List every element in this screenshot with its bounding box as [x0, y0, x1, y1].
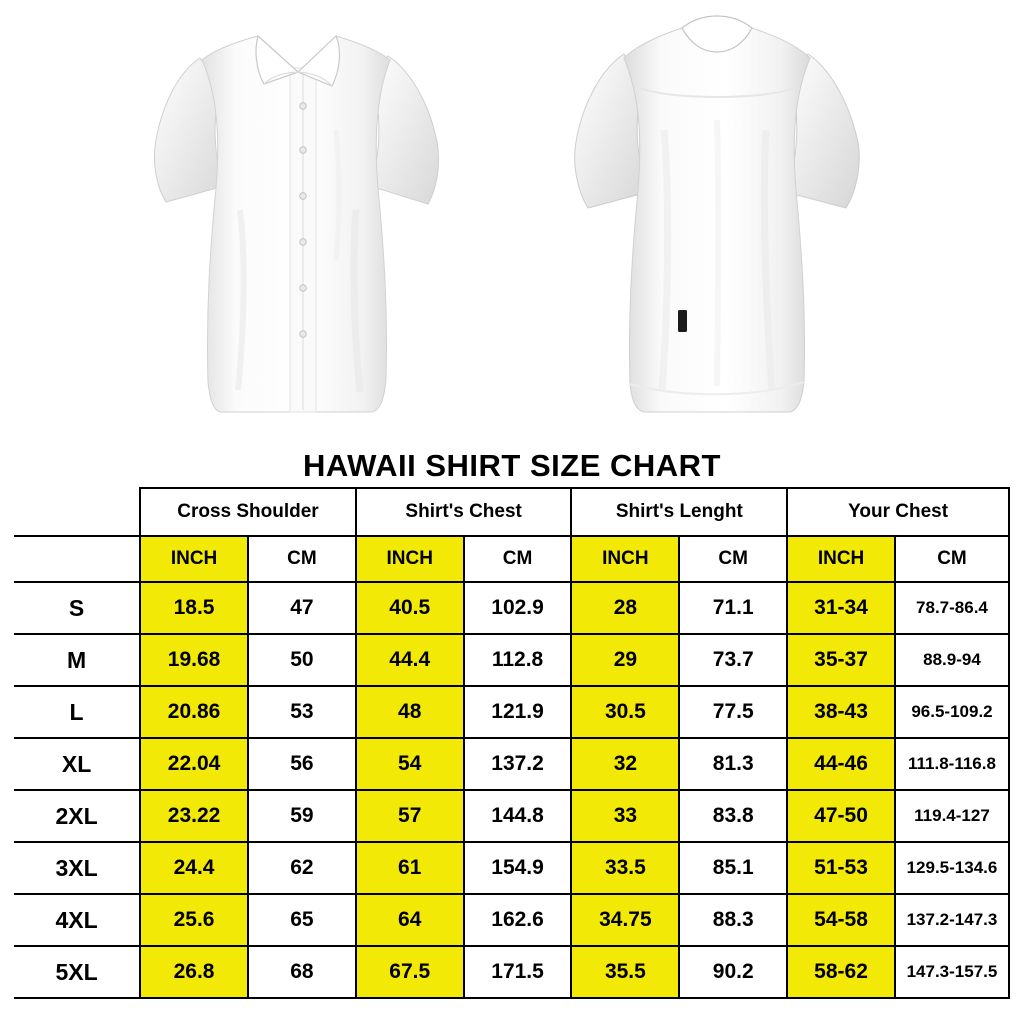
- cell-your-chest-inch: 54-58: [787, 894, 895, 946]
- white-hawaii-shirt-back-view: [560, 10, 890, 430]
- cell-shirts-lenght-cm: 90.2: [679, 946, 787, 998]
- size-chart-table: [14, 487, 1010, 999]
- cell-cross-shoulder-inch: 19.68: [140, 634, 248, 686]
- cell-shirts-lenght-inch: 28: [571, 582, 679, 634]
- size-chart-table-wrap: [14, 487, 1010, 999]
- row-size-label: 5XL: [14, 946, 140, 998]
- cell-shirts-chest-inch: 40.5: [356, 582, 464, 634]
- cell-shirts-lenght-inch: 30.5: [571, 686, 679, 738]
- table-unit-header-row: [14, 536, 1009, 582]
- cell-cross-shoulder-cm: 50: [248, 634, 356, 686]
- cell-shirts-lenght-inch: 35.5: [571, 946, 679, 998]
- cell-your-chest-inch: 31-34: [787, 582, 895, 634]
- cell-shirts-chest-inch: 54: [356, 738, 464, 790]
- table-row: [14, 790, 1009, 842]
- cell-your-chest-cm: 78.7-86.4: [895, 582, 1009, 634]
- cell-your-chest-inch: 51-53: [787, 842, 895, 894]
- cell-shirts-lenght-cm: 83.8: [679, 790, 787, 842]
- unit-shirts-chest-inch: INCH: [356, 536, 464, 582]
- cell-shirts-chest-cm: 154.9: [464, 842, 572, 894]
- table-row: [14, 894, 1009, 946]
- cell-cross-shoulder-cm: 53: [248, 686, 356, 738]
- cell-cross-shoulder-inch: 24.4: [140, 842, 248, 894]
- cell-shirts-lenght-inch: 29: [571, 634, 679, 686]
- unit-your-chest-cm: CM: [895, 536, 1009, 582]
- cell-cross-shoulder-inch: 23.22: [140, 790, 248, 842]
- cell-your-chest-inch: 38-43: [787, 686, 895, 738]
- cell-shirts-lenght-cm: 73.7: [679, 634, 787, 686]
- unit-your-chest-inch: INCH: [787, 536, 895, 582]
- cell-cross-shoulder-inch: 25.6: [140, 894, 248, 946]
- page-title: HAWAII SHIRT SIZE CHART: [303, 448, 721, 483]
- row-size-label: 2XL: [14, 790, 140, 842]
- cell-your-chest-inch: 47-50: [787, 790, 895, 842]
- cell-your-chest-inch: 44-46: [787, 738, 895, 790]
- cell-cross-shoulder-cm: 68: [248, 946, 356, 998]
- cell-cross-shoulder-cm: 62: [248, 842, 356, 894]
- group-header-shirts-chest: Shirt's Chest: [356, 488, 572, 536]
- cell-your-chest-inch: 58-62: [787, 946, 895, 998]
- table-row: [14, 686, 1009, 738]
- cell-your-chest-cm: 96.5-109.2: [895, 686, 1009, 738]
- cell-shirts-lenght-cm: 77.5: [679, 686, 787, 738]
- unit-corner-cell: [14, 536, 140, 582]
- cell-shirts-chest-cm: 112.8: [464, 634, 572, 686]
- cell-shirts-chest-cm: 102.9: [464, 582, 572, 634]
- unit-cross-shoulder-cm: CM: [248, 536, 356, 582]
- cell-your-chest-cm: 147.3-157.5: [895, 946, 1009, 998]
- cell-shirts-chest-cm: 144.8: [464, 790, 572, 842]
- row-size-label: 4XL: [14, 894, 140, 946]
- group-header-your-chest: Your Chest: [787, 488, 1009, 536]
- cell-your-chest-cm: 111.8-116.8: [895, 738, 1009, 790]
- cell-your-chest-inch: 35-37: [787, 634, 895, 686]
- cell-shirts-chest-cm: 162.6: [464, 894, 572, 946]
- table-row: [14, 738, 1009, 790]
- shirt-images: [0, 0, 1024, 448]
- cell-your-chest-cm: 88.9-94: [895, 634, 1009, 686]
- cell-shirts-chest-inch: 67.5: [356, 946, 464, 998]
- cell-cross-shoulder-cm: 56: [248, 738, 356, 790]
- cell-shirts-chest-cm: 171.5: [464, 946, 572, 998]
- cell-shirts-lenght-inch: 34.75: [571, 894, 679, 946]
- cell-cross-shoulder-inch: 26.8: [140, 946, 248, 998]
- cell-shirts-lenght-inch: 33.5: [571, 842, 679, 894]
- cell-cross-shoulder-inch: 18.5: [140, 582, 248, 634]
- cell-shirts-lenght-inch: 32: [571, 738, 679, 790]
- cell-shirts-chest-inch: 44.4: [356, 634, 464, 686]
- cell-your-chest-cm: 129.5-134.6: [895, 842, 1009, 894]
- group-header-shirts-lenght: Shirt's Lenght: [571, 488, 787, 536]
- unit-shirts-chest-cm: CM: [464, 536, 572, 582]
- cell-shirts-lenght-cm: 85.1: [679, 842, 787, 894]
- cell-cross-shoulder-inch: 22.04: [140, 738, 248, 790]
- cell-shirts-lenght-cm: 71.1: [679, 582, 787, 634]
- cell-your-chest-cm: 137.2-147.3: [895, 894, 1009, 946]
- cell-shirts-chest-inch: 61: [356, 842, 464, 894]
- group-header-cross-shoulder: Cross Shoulder: [140, 488, 356, 536]
- white-hawaii-shirt-front-view: [140, 10, 470, 430]
- cell-shirts-lenght-cm: 81.3: [679, 738, 787, 790]
- cell-shirts-chest-cm: 137.2: [464, 738, 572, 790]
- cell-shirts-chest-inch: 48: [356, 686, 464, 738]
- cell-cross-shoulder-inch: 20.86: [140, 686, 248, 738]
- table-row: [14, 582, 1009, 634]
- table-corner-cell: [14, 488, 140, 536]
- cell-shirts-chest-inch: 57: [356, 790, 464, 842]
- table-group-header-row: [14, 488, 1009, 536]
- cell-cross-shoulder-cm: 65: [248, 894, 356, 946]
- table-row: [14, 842, 1009, 894]
- cell-cross-shoulder-cm: 47: [248, 582, 356, 634]
- table-row: [14, 634, 1009, 686]
- row-size-label: 3XL: [14, 842, 140, 894]
- cell-cross-shoulder-cm: 59: [248, 790, 356, 842]
- cell-shirts-lenght-cm: 88.3: [679, 894, 787, 946]
- cell-your-chest-cm: 119.4-127: [895, 790, 1009, 842]
- unit-shirts-lenght-cm: CM: [679, 536, 787, 582]
- table-row: [14, 946, 1009, 998]
- row-size-label: M: [14, 634, 140, 686]
- unit-shirts-lenght-inch: INCH: [571, 536, 679, 582]
- unit-cross-shoulder-inch: INCH: [140, 536, 248, 582]
- row-size-label: XL: [14, 738, 140, 790]
- row-size-label: L: [14, 686, 140, 738]
- cell-shirts-lenght-inch: 33: [571, 790, 679, 842]
- cell-shirts-chest-cm: 121.9: [464, 686, 572, 738]
- row-size-label: S: [14, 582, 140, 634]
- cell-shirts-chest-inch: 64: [356, 894, 464, 946]
